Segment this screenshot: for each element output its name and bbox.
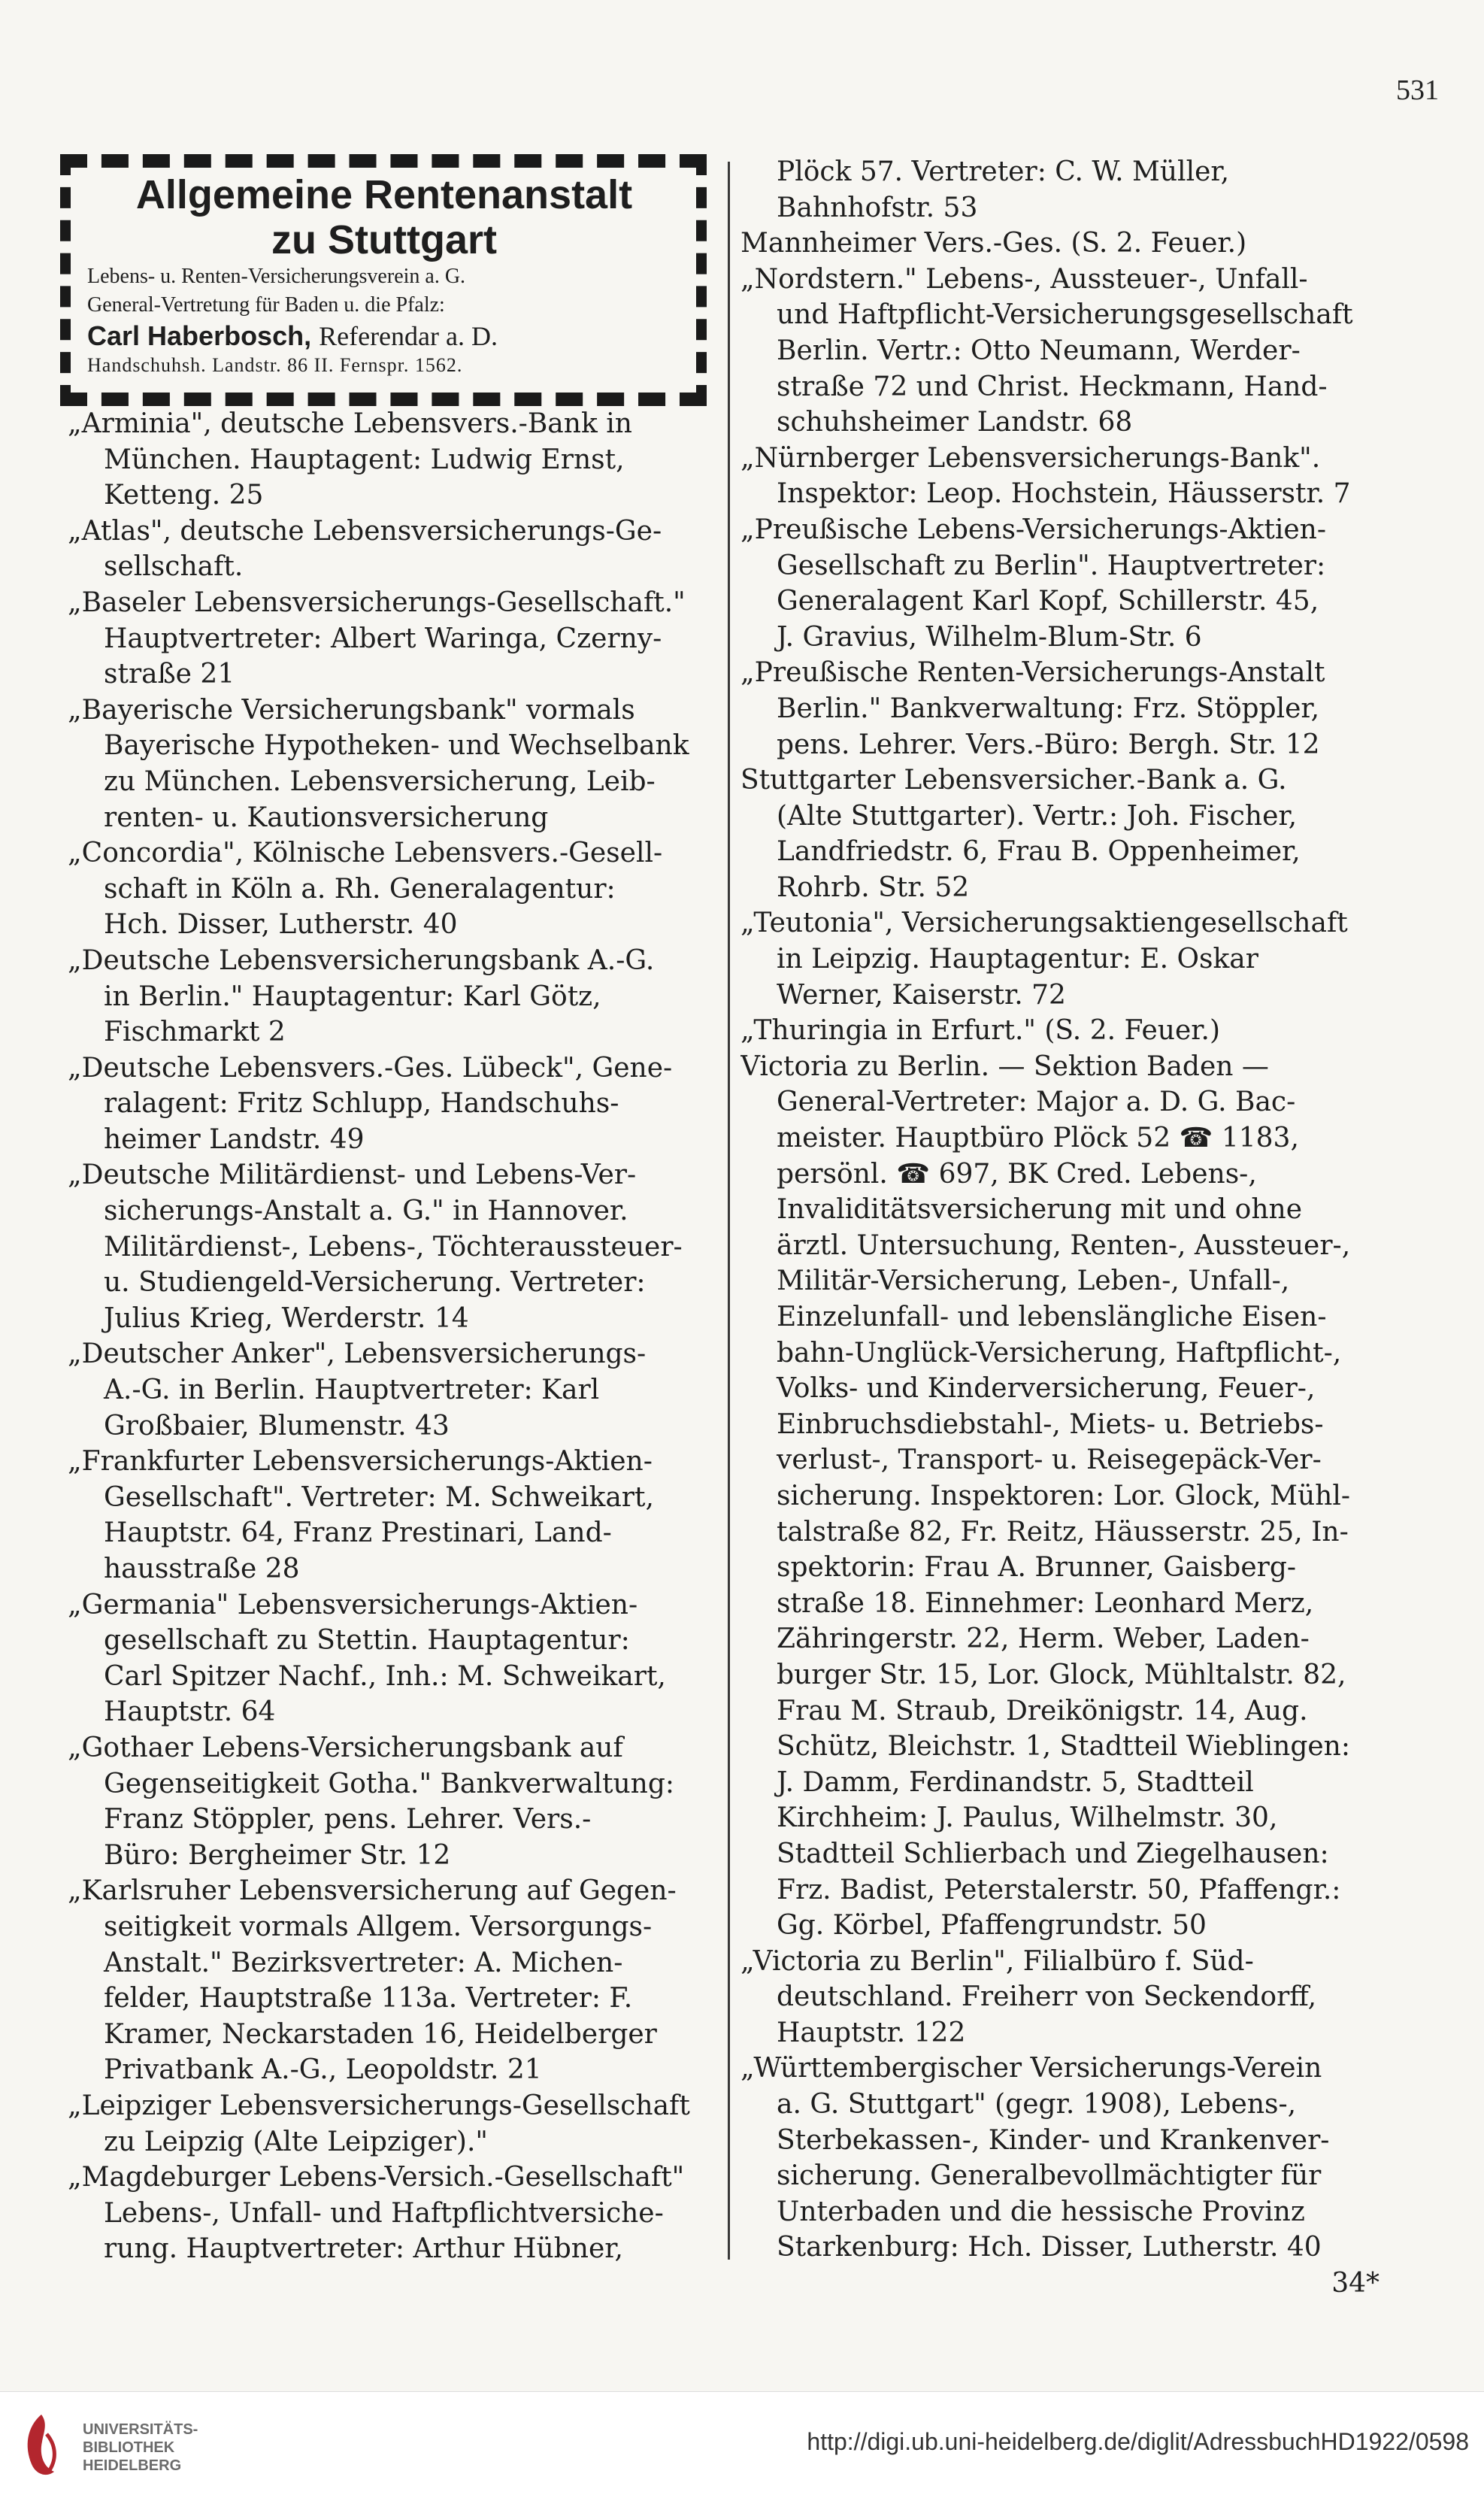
column-divider [728,162,730,2260]
right-entry-line: „Nordstern." Lebens-, Aussteuer-, Unfall- [740,263,1308,295]
right-entry-line: Militär-Versicherung, Leben-, Unfall-, [777,1266,1290,1297]
left-entry-line: „Deutsche Lebensvers.-Ges. Lübeck", Gene- [68,1052,673,1084]
left-entry-line: „Leipziger Lebensversicherungs-Gesellschaft [68,2090,690,2121]
left-column [68,154,729,2267]
right-entry-line: Sterbekassen-, Kinder- und Krankenver- [777,2124,1330,2156]
right-entry-line: Plöck 57. Vertreter: C. W. Müller, [777,156,1230,187]
left-entry-line: felder, Hauptstraße 113a. Vertreter: F. [104,1983,633,2014]
ad-headline-location: zu Stuttgart [271,217,497,262]
left-entry-line: Hauptstr. 64, Franz Prestinari, Land- [104,1517,612,1549]
right-entry-line: Berlin." Bankverwaltung: Frz. Stöppler, [777,693,1320,724]
footer-bar [0,2391,1484,2501]
left-entry-line: gesellschaft zu Stettin. Hauptagentur: [104,1625,630,1657]
left-entry-line: Gesellschaft". Vertreter: M. Schweikart, [104,1481,654,1513]
right-entry-line: Frau M. Straub, Dreikönigstr. 14, Aug. [777,1695,1308,1726]
right-entry-line: Werner, Kaiserstr. 72 [777,979,1066,1011]
ad-subtitle: Lebens- u. Renten-Versicherungsverein a. G. [87,265,466,288]
left-entry-line: Hch. Disser, Lutherstr. 40 [104,909,458,941]
right-entry-line: „Preußische Lebens-Versicherungs-Aktien- [740,514,1327,545]
left-entry-line: „Gothaer Lebens-Versicherungsbank auf [68,1732,623,1763]
left-entry-line: Lebens-, Unfall- und Haftpflichtversiche- [104,2197,664,2229]
left-entry-line: Bayerische Hypotheken- und Wechselbank [104,730,689,762]
left-entry-line: A.-G. in Berlin. Hauptvertreter: Karl [104,1375,600,1406]
right-entry-line: und Haftpflicht-Versicherungsgesellschaft [777,299,1353,331]
left-entry-line: Franz Stöppler, pens. Lehrer. Vers.- [104,1804,592,1836]
left-entry-line: Militärdienst-, Lebens-, Töchteraussteuer- [104,1231,683,1263]
right-entry-line: burger Str. 15, Lor. Glock, Mühltalstr. 82, [777,1659,1346,1690]
left-entry-line: rung. Hauptvertreter: Arthur Hübner, [104,2233,623,2265]
ad-agent [87,320,681,353]
right-entry-line: J. Gravius, Wilhelm-Blum-Str. 6 [777,621,1202,653]
source-url-link[interactable]: http://digi.ub.uni-heidelberg.de/diglit/AdressbuchHD1922/0598 [807,2428,1469,2455]
left-entry-line: u. Studiengeld-Versicherung. Vertreter: [104,1267,646,1299]
left-entry-line: Gegenseitigkeit Gotha." Bankverwaltung: [104,1768,675,1799]
right-entry-line: „Nürnberger Lebensversicherungs-Bank". [740,442,1321,474]
ad-headline: Allgemeine Rentenanstalt [135,172,633,217]
left-entry-line: sicherungs-Anstalt a. G." in Hannover. [104,1196,628,1227]
right-entry-line: persönl. ☎ 697, BK Cred. Lebens-, [777,1158,1257,1190]
left-entry-line: Hauptstr. 64 [104,1696,276,1728]
right-entry-line: „Victoria zu Berlin", Filialbüro f. Süd- [740,1945,1254,1977]
right-entry-line: talstraße 82, Fr. Reitz, Häusserstr. 25, In- [777,1516,1349,1548]
right-entry-line: J. Damm, Ferdinandstr. 5, Stadtteil [777,1766,1254,1798]
left-entry-line: Kramer, Neckarstaden 16, Heidelberger [104,2018,657,2050]
left-entry-line: „Atlas", deutsche Lebensversicherungs-Ge- [68,515,662,547]
right-entry-line: Frz. Badist, Peterstalerstr. 50, Pfaffengr.: [777,1874,1341,1905]
left-entry-line: renten- u. Kautionsversicherung [104,802,549,833]
right-entry-line: Bahnhofstr. 53 [777,192,978,223]
left-entry-line: „Frankfurter Lebensversicherungs-Aktien- [68,1446,653,1478]
ad-representation: General-Vertretung für Baden u. die Pfalz: [87,293,445,317]
left-entry-line: hausstraße 28 [104,1554,300,1584]
right-entry-line: Invaliditätsversicherung mit und ohne [777,1194,1302,1226]
right-entry-line: Stadtteil Schlierbach und Ziegelhausen: [777,1838,1329,1869]
left-entry-line: Ketteng. 25 [104,480,264,511]
right-entry-line: Gesellschaft zu Berlin". Hauptvertreter: [777,550,1326,581]
advertisement-box [60,154,707,406]
right-entry-line: straße 72 und Christ. Heckmann, Hand- [777,371,1328,402]
right-entry-line: Inspektor: Leop. Hochstein, Häusserstr. 7 [777,478,1351,510]
right-entry-line: Landfriedstr. 6, Frau B. Oppenheimer, [777,836,1301,868]
left-entries [68,406,729,2267]
right-entry-line: Zähringerstr. 22, Herm. Weber, Laden- [777,1623,1310,1655]
right-entry-line: verlust-, Transport- u. Reisegepäck-Ver- [777,1445,1322,1476]
page-number: 531 [1396,74,1439,106]
right-entry-line: Hauptstr. 122 [777,2017,966,2048]
right-entry-line: (Alte Stuttgarter). Vertr.: Joh. Fischer, [777,800,1298,832]
right-entry-line: General-Vertreter: Major a. D. G. Bac- [777,1087,1296,1118]
left-entry-line: „Germania" Lebensversicherungs-Aktien- [68,1589,638,1620]
right-entries [740,154,1402,2266]
university-logo-icon [17,2412,66,2479]
right-entry-line: in Leipzig. Hauptagentur: E. Oskar [777,944,1258,975]
left-entry-line: schaft in Köln a. Rh. Generalagentur: [104,873,616,905]
left-entry-line: heimer Landstr. 49 [104,1123,365,1155]
right-entry-line: pens. Lehrer. Vers.-Büro: Bergh. Str. 12 [777,729,1320,760]
right-entry-line: Generalagent Karl Kopf, Schillerstr. 45, [777,586,1319,617]
left-entry-line: „Concordia", Kölnische Lebensvers.-Gesell- [68,838,663,869]
left-entry-line: Anstalt." Bezirksvertreter: A. Michen- [104,1947,623,1978]
right-entry-line: Kirchheim: J. Paulus, Wilhelmstr. 30, [777,1802,1278,1834]
left-entry-line: Privatbank A.-G., Leopoldstr. 21 [104,2054,542,2086]
left-entry-line: sellschaft. [104,551,244,583]
left-entry-line: „Magdeburger Lebens-Versich.-Gesellschaft" [68,2162,685,2193]
left-entry-line: „Arminia", deutsche Lebensvers.-Bank in [68,408,632,439]
right-entry-line: Volks- und Kinderversicherung, Feuer-, [777,1373,1316,1405]
logo-line-2: BIBLIOTHEK [83,2439,175,2456]
logo-line-3: HEIDELBERG [83,2457,182,2474]
right-entry-line: Rohrb. Str. 52 [777,872,970,903]
right-entry-line: Victoria zu Berlin. — Sektion Baden — [740,1050,1269,1082]
left-entry-line: Fischmarkt 2 [104,1017,286,1048]
right-entry-line: Einbruchsdiebstahl-, Miets- u. Betriebs- [777,1408,1324,1440]
ad-address: Handschuhsh. Landstr. 86 II. Fernspr. 1562. [87,354,463,376]
right-entry-line: „Württembergischer Versicherungs-Verein [740,2053,1322,2084]
left-entry-line: „Deutscher Anker", Lebensversicherungs- [68,1338,647,1370]
right-entry-line: spektorin: Frau A. Brunner, Gaisberg- [777,1552,1297,1584]
right-entry-line: ärztl. Untersuchung, Renten-, Aussteuer-, [777,1229,1351,1261]
left-entry-line: „Karlsruher Lebensversicherung auf Gegen- [68,1875,677,1907]
right-column [740,154,1402,2302]
left-entry-line: „Deutsche Lebensversicherungsbank A.-G. [68,944,655,976]
right-entry-line: sicherung. Generalbevollmächtigter für [777,2160,1322,2192]
right-entry-line: Berlin. Vertr.: Otto Neumann, Werder- [777,335,1301,366]
logo-line-1: UNIVERSITÄTS- [83,2421,198,2438]
left-entry-line: straße 21 [104,659,235,690]
left-entry-line: ralagent: Fritz Schlupp, Handschuhs- [104,1088,619,1120]
left-entry-line: Büro: Bergheimer Str. 12 [104,1839,451,1871]
right-entry-line: Starkenburg: Hch. Disser, Lutherstr. 40 [777,2232,1322,2263]
left-entry-line: Großbaier, Blumenstr. 43 [104,1410,450,1441]
right-entry-line: Gg. Körbel, Pfaffengrundstr. 50 [777,1910,1207,1942]
right-entry-line: meister. Hauptbüro Plöck 52 ☎ 1183, [777,1123,1299,1154]
right-entry-line: Mannheimer Vers.-Ges. (S. 2. Feuer.) [740,228,1247,259]
right-entry-line: „Teutonia", Versicherungsaktiengesellschaft [740,908,1348,939]
left-entry-line: „Deutsche Militärdienst- und Lebens-Ver- [68,1160,637,1191]
right-entry-line: schuhsheimer Landstr. 68 [777,407,1133,438]
right-entry-line: Einzelunfall- und lebenslängliche Eisen- [777,1302,1327,1332]
ad-agent-name: Carl Haberbosch, [87,320,312,351]
right-entry-line: „Preußische Renten-Versicherungs-Anstalt [740,657,1325,689]
left-entry-line: Hauptvertreter: Albert Waringa, Czerny- [104,623,662,654]
left-entry-line: „Bayerische Versicherungsbank" vormals [68,694,635,726]
right-entry-line: a. G. Stuttgart" (gegr. 1908), Lebens-, [777,2089,1297,2121]
right-entry-line: Stuttgarter Lebensversicher.-Bank a. G. [740,765,1287,796]
right-entry-line: „Thuringia in Erfurt." (S. 2. Feuer.) [740,1015,1221,1047]
right-entry-line: Schütz, Bleichstr. 1, Stadtteil Wieblingen: [777,1731,1350,1763]
left-entry-line: in Berlin." Hauptagentur: Karl Götz, [104,981,601,1012]
left-entry-line: seitigkeit vormals Allgem. Versorgungs- [104,1911,653,1942]
right-entry-line: sicherung. Inspektoren: Lor. Glock, Mühl- [777,1480,1351,1511]
left-entry-line: zu München. Lebensversicherung, Leib- [104,765,656,797]
sheet-signature: 34* [1331,2268,1380,2299]
right-entry-line: straße 18. Einnehmer: Leonhard Merz, [777,1587,1314,1619]
left-entry-line: zu Leipzig (Alte Leipziger)." [104,2126,488,2157]
university-logo-text [83,2421,198,2475]
ad-agent-title: Referendar a. D. [319,321,498,351]
left-entry-line: „Baseler Lebensversicherungs-Gesellschaft." [68,587,686,618]
right-entry-line: deutschland. Freiherr von Seckendorff, [777,1981,1317,2013]
left-entry-line: Carl Spitzer Nachf., Inh.: M. Schweikart, [104,1660,666,1692]
right-entry-line: bahn-Unglück-Versicherung, Haftpflicht-, [777,1337,1342,1369]
left-entry-line: München. Hauptagent: Ludwig Ernst, [104,444,625,475]
left-entry-line: Julius Krieg, Werderstr. 14 [104,1302,469,1334]
right-entry-line: Unterbaden und die hessische Provinz [777,2196,1305,2227]
